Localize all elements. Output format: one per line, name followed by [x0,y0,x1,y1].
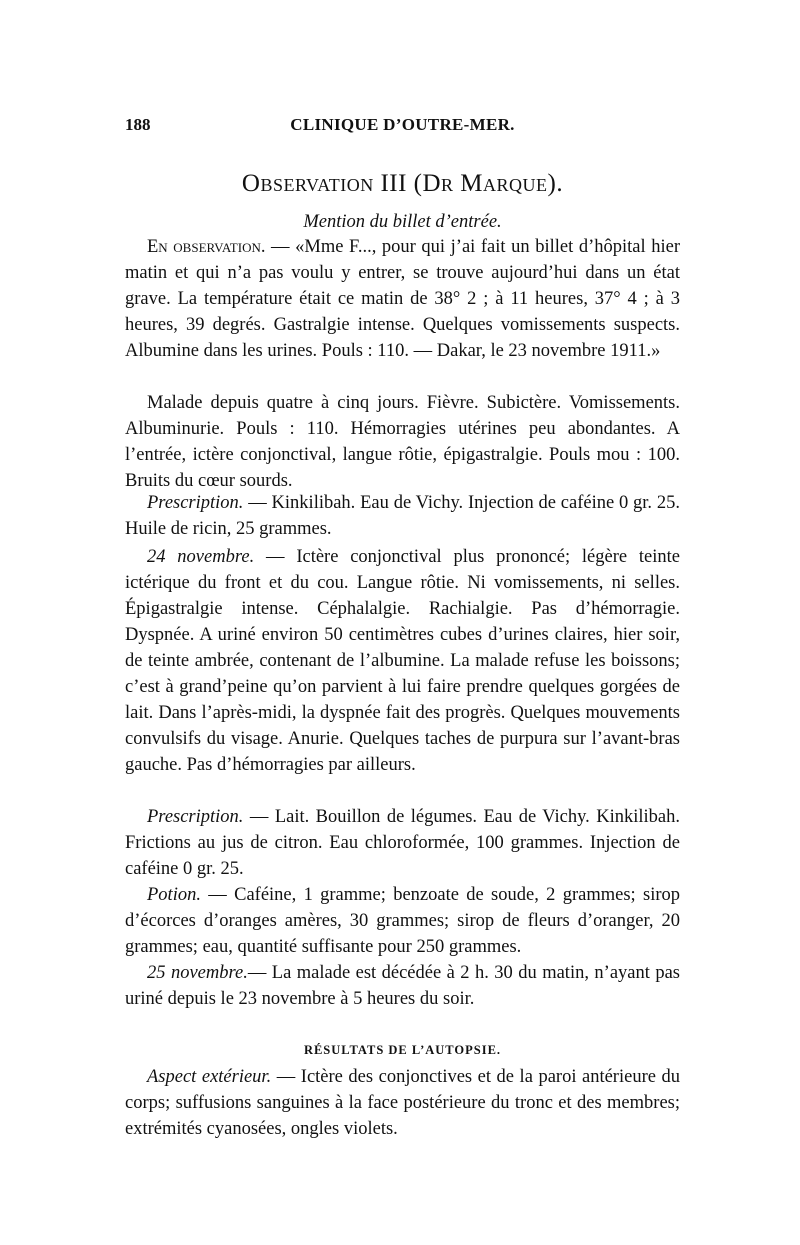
autopsy-heading: RÉSULTATS DE L’AUTOPSIE. [303,1043,502,1057]
paragraph-lead: Aspect extérieur. [147,1067,272,1087]
paragraph-prescription-2 [125,804,680,882]
paragraph-25-november [125,960,680,1012]
paragraph-body: — Lait. Bouillon de légumes. Eau de Vichy. Kinkilibah. Frictions au jus de citron. Eau chloroformée, 100 grammes. Injection de caféine 0 gr. 25. [125,807,680,879]
paragraph-lead: Prescription. [147,807,244,827]
paragraph-body: — Caféine, 1 gramme; benzoate de soude, 2 grammes; sirop d’écorces d’oranges amères, 30 grammes; sirop de fleurs d’oranger, 20 grammes; eau, quantité suffisante pour 250 grammes. [125,885,680,957]
paragraph-body: Malade depuis quatre à cinq jours. Fièvre. Subictère. Vomissements. Albuminurie. Pouls : 110. Hémorragies utérines peu abondantes. A l’entrée, ictère conjonctival, langue rôtie, épigastralgie. Pouls mou : 100. Bruits du cœur sourds. [125,393,680,491]
paragraph-autopsy-aspect [125,1064,680,1142]
paragraph-body: — Ictère des conjonctives et de la paroi antérieure du corps; suffusions sanguines à la face postérieure du tronc et des membres; extrémités cyanosées, ongles violets. [125,1067,680,1139]
paragraph-lead: 24 novembre. [147,547,255,567]
paragraph-body: — Kinkilibah. Eau de Vichy. Injection de caféine 0 gr. 25. Huile de ricin, 25 grammes. [125,493,680,539]
paragraph-body: — Ictère conjonctival plus prononcé; légère teinte ictérique du front et du cou. Langue rôtie. Ni vomissements, ni selles. Épigastralgie intense. Céphalalgie. Rachialgie. Pas d’hémorragie. Dyspnée. A uriné environ 50 centimètres cubes d’urines claires, hier soir, de teinte ambrée, contenant de l’albumine. La malade refuse les boissons; c’est à grand’peine qu’on parvient à lui faire prendre quelques gorgées de lait. Dans l’après-midi, la dyspnée fait des progrès. Quelques mouvements convulsifs du visage. Anurie. Quelques taches de purpura sur l’avant-bras gauche. Pas d’hémorragies par ailleurs. [125,547,680,775]
paragraph-body: — «Mme F..., pour qui j’ai fait un billet d’hôpital hier matin et qui n’a pas voulu y entrer, se trouve aujourd’hui dans un état grave. La température était ce matin de 38° 2 ; à 11 heures, 37° 4 ; à 3 heures, 39 degrés. Gastralgie intense. Quelques vomissements suspects. Albumine dans les urines. Pouls : 110. — Dakar, le 23 novembre 1911.» [125,237,680,361]
paragraph-lead: Prescription. [147,493,244,513]
paragraph-body: — La malade est décédée à 2 h. 30 du matin, n’ayant pas uriné depuis le 23 novembre à 5 heures du soir. [125,963,680,1009]
paragraph-potion [125,882,680,960]
paragraph-prescription-1 [125,490,680,542]
running-title: CLINIQUE D’OUTRE-MER. [290,115,515,134]
page-number: 188 [125,115,151,134]
paragraph-24-november [125,544,680,778]
observation-title: Observation III (Dr Marque). [241,170,564,197]
paragraph-admission-note [125,234,680,364]
observation-subtitle: Mention du billet d’entrée. [303,212,502,232]
paragraph-lead: En observation. [147,237,266,257]
page-header [125,115,680,139]
paragraph-history [125,390,680,494]
paragraph-lead: Potion. [147,885,201,905]
paragraph-lead: 25 novembre. [147,963,248,983]
